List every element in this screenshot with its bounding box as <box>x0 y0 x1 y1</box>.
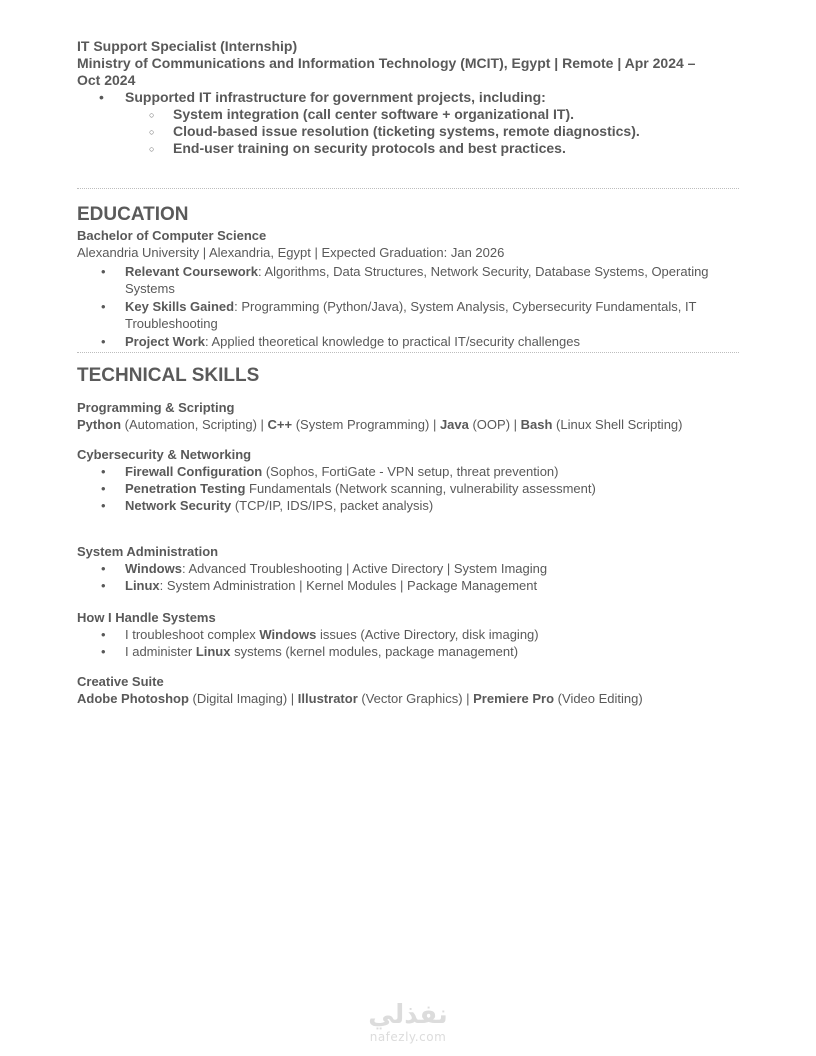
watermark-site: nafezly.com <box>369 1030 447 1044</box>
skill-name: Java <box>439 417 469 432</box>
skill-name: Python <box>77 417 122 432</box>
education-bullets <box>77 263 739 350</box>
skill-desc: (System Programming) | <box>292 417 440 432</box>
skill-bullet <box>77 497 739 514</box>
skill-desc: (Video Editing) <box>554 691 643 706</box>
section-title-technical-skills: TECHNICAL SKILLS <box>77 365 260 386</box>
bullet-label: Windows <box>125 561 182 576</box>
skill-bullet <box>77 626 739 643</box>
skill-desc: (Automation, Scripting) | <box>121 417 268 432</box>
job-sub-bullets <box>125 106 739 157</box>
section-divider <box>77 352 739 353</box>
skill-group-title: Cybersecurity & Networking <box>77 447 252 462</box>
job-sub-bullet: ○ System integration (call center software + organizational IT). <box>77 106 739 123</box>
skill-bullets <box>77 560 739 594</box>
skill-group-how-i-handle-systems <box>77 609 739 660</box>
bullet-label: Penetration Testing <box>125 481 246 496</box>
watermark-arabic-logo: نفذلي <box>368 1000 448 1030</box>
bullet-pre: I troubleshoot complex <box>125 627 260 642</box>
job-sub-bullet: ○ End-user training on security protocols and best practices. <box>77 140 739 157</box>
bullet-label: Firewall Configuration <box>125 464 263 479</box>
bullet-label: Linux <box>195 644 231 659</box>
skill-desc: (Vector Graphics) | <box>357 691 474 706</box>
skill-group-title: Programming & Scripting <box>77 400 235 415</box>
skill-bullet <box>77 463 739 480</box>
skill-group-title: Creative Suite <box>77 674 164 689</box>
skills-section <box>77 365 739 707</box>
bullet-text: (Sophos, FortiGate - VPN setup, threat prevention) <box>262 464 559 479</box>
skill-line <box>77 416 739 433</box>
skill-bullets <box>77 463 739 514</box>
skill-bullets <box>77 626 739 660</box>
bullet-text: systems (kernel modules, package management) <box>230 644 519 659</box>
nafezly-watermark <box>352 1000 464 1044</box>
skill-name: Bash <box>520 417 553 432</box>
skill-name: Adobe Photoshop <box>77 691 189 706</box>
bullet-text: : Advanced Troubleshooting | Active Directory | System Imaging <box>181 561 548 576</box>
skill-group-title: How I Handle Systems <box>77 610 216 625</box>
job-bullet <box>77 89 739 157</box>
bullet-text: (TCP/IP, IDS/IPS, packet analysis) <box>231 498 434 513</box>
section-divider <box>77 188 739 189</box>
job-title: IT Support Specialist (Internship) <box>77 38 298 54</box>
education-bullet <box>77 333 739 350</box>
education-bullet <box>77 263 739 297</box>
job-sub-bullet: ○ Cloud-based issue resolution (ticketing systems, remote diagnostics). <box>77 123 739 140</box>
skill-name: Illustrator <box>297 691 358 706</box>
skill-name: Premiere Pro <box>473 691 555 706</box>
skill-line <box>77 690 739 707</box>
bullet-label: Key Skills Gained <box>125 299 235 314</box>
bullet-label: Linux <box>125 578 160 593</box>
skill-name: C++ <box>267 417 293 432</box>
job-bullets <box>77 89 739 157</box>
skill-desc: (Digital Imaging) | <box>188 691 298 706</box>
job-bullet-text: Supported IT infrastructure for government projects, including: <box>125 89 546 105</box>
skill-group-cybersecurity <box>77 446 739 514</box>
job-organization <box>77 55 739 89</box>
experience-entry <box>77 38 739 157</box>
skill-desc: (OOP) | <box>468 417 521 432</box>
skill-group-title: System Administration <box>77 544 219 559</box>
institution-line: Alexandria University | Alexandria, Egypt | Expected Graduation: Jan 2026 <box>77 245 505 260</box>
bullet-label: Relevant Coursework <box>125 264 258 279</box>
skill-bullet <box>77 643 739 660</box>
skill-bullet <box>77 577 739 594</box>
job-org-line-1: Ministry of Communications and Information Technology (MCIT), Egypt | Remote | Apr 2024 – <box>77 55 696 71</box>
bullet-label: Windows <box>259 627 317 642</box>
skill-group-system-administration <box>77 543 739 594</box>
education-section <box>77 204 739 350</box>
education-bullet <box>77 298 739 332</box>
skill-bullet <box>77 560 739 577</box>
bullet-label: Network Security <box>125 498 232 513</box>
bullet-text: issues (Active Directory, disk imaging) <box>316 627 539 642</box>
bullet-text: Fundamentals (Network scanning, vulnerability assessment) <box>245 481 596 496</box>
job-org-line-2: Oct 2024 <box>77 72 136 88</box>
skill-bullet <box>77 480 739 497</box>
skill-group-creative-suite <box>77 673 739 707</box>
bullet-text: : Applied theoretical knowledge to practical IT/security challenges <box>204 334 580 349</box>
resume-page <box>77 38 739 707</box>
degree-title: Bachelor of Computer Science <box>77 228 267 243</box>
bullet-pre: I administer <box>125 644 196 659</box>
skill-group-programming <box>77 399 739 433</box>
skill-desc: (Linux Shell Scripting) <box>552 417 683 432</box>
bullet-text: : Programming (Python/Java), System Analysis, Cybersecurity Fundamentals, IT Troubleshooting <box>125 299 697 331</box>
section-title-education: EDUCATION <box>77 204 189 225</box>
bullet-text: : System Administration | Kernel Modules | Package Management <box>159 578 538 593</box>
bullet-label: Project Work <box>125 334 205 349</box>
bullet-text: : Algorithms, Data Structures, Network Security, Database Systems, Operating Systems <box>125 264 709 296</box>
